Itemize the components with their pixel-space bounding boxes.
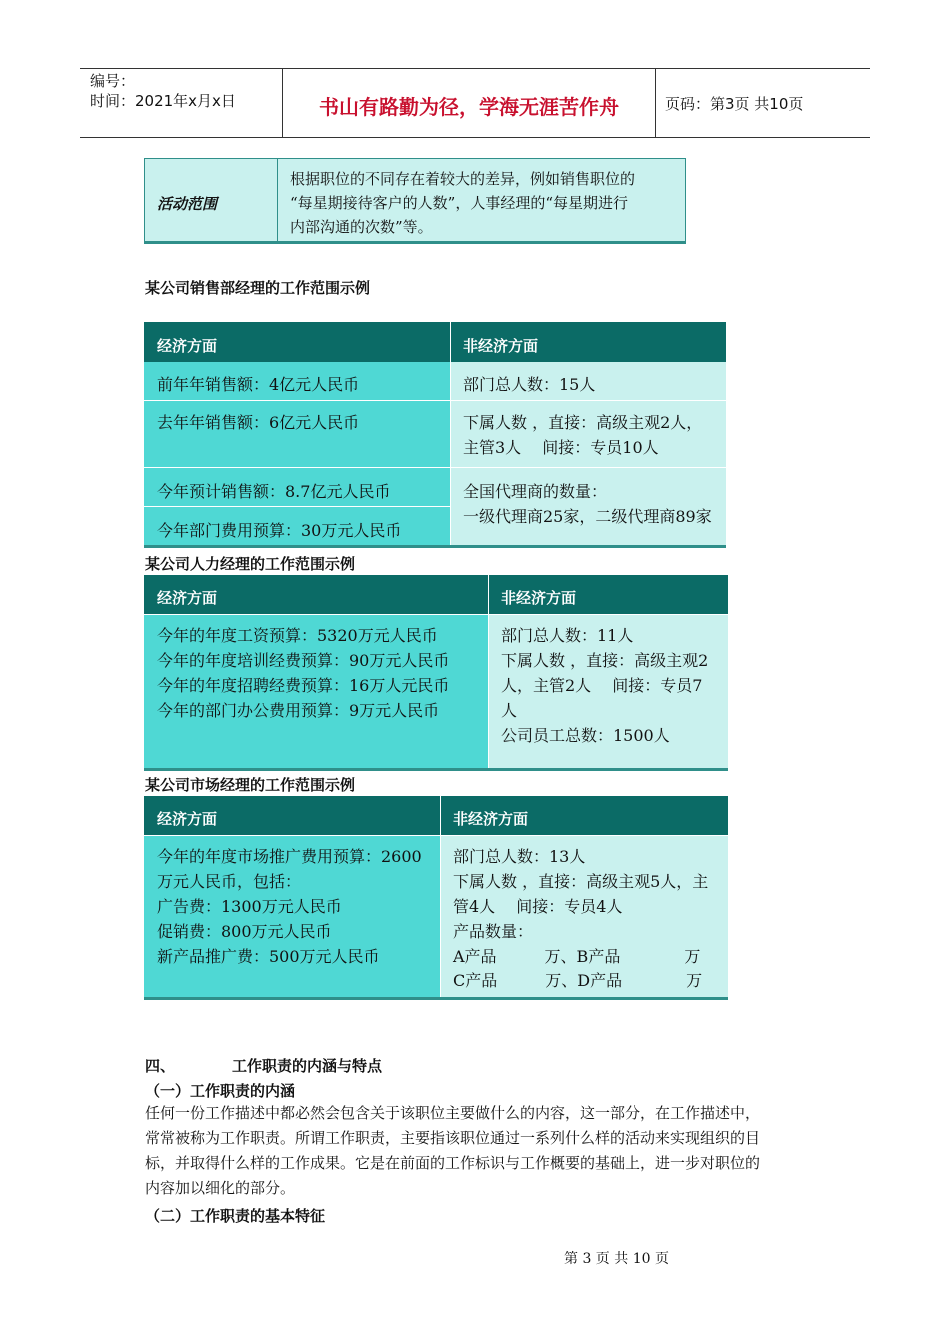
market-econ-cell: 今年的年度市场推广费用预算：2600 万元人民币，包括： 广告费：1300万元人民币 促销费：800万元人民币 新产品推广费：500万元人民币	[144, 836, 440, 997]
hr-econ-cell: 今年的年度工资预算：5320万元人民币 今年的年度培训经费预算：90万元人民币 今年的年度招聘经费预算：16万人元民币 今年的部门办公费用预算：9万元人民币	[144, 615, 488, 768]
activity-scope-label: 活动范围	[145, 159, 278, 243]
sales-header-econ: 经济方面	[144, 322, 450, 362]
sales-non-cell: 下属人数 ，直接：高级主观2人， 主管3人 间接：专员10人	[451, 401, 726, 467]
market-non-cell: 部门总人数：13人 下属人数 ，直接：高级主观5人，主 管4人 间接：专员4人 产品数量： A产品 万、B产品 万 C产品 万、D产品 万	[441, 836, 728, 997]
sales-econ-cell: 去年年销售额：6亿元人民币	[144, 401, 450, 467]
market-header-econ: 经济方面	[144, 796, 440, 835]
activity-scope-text: 根据职位的不同存在着较大的差异，例如销售职位的 “每星期接待客户的人数”，人事经理的“每星期进行 内部沟通的次数”等。	[290, 170, 636, 236]
page-footer: 第 3 页 共 10 页	[564, 1251, 669, 1267]
header-motto: 书山有路勤为径，学海无涯苦作舟	[319, 95, 619, 119]
sales-non-cell: 部门总人数：15人	[451, 362, 726, 400]
hr-table-caption: 某公司人力经理的工作范围示例	[145, 555, 356, 573]
page-header	[80, 68, 870, 138]
hr-non-cell: 部门总人数：11人 下属人数 ，直接：高级主观2 人，主管2人 间接：专员7 人 公司员工总数：1500人	[489, 615, 728, 768]
market-table-caption: 某公司市场经理的工作范围示例	[145, 776, 356, 794]
header-motto-cell	[282, 69, 656, 137]
sales-table-caption: 某公司销售部经理的工作范围示例	[145, 279, 371, 297]
header-number: 编号：	[90, 72, 136, 90]
header-page-number: 页码：第3页 共10页	[665, 95, 804, 113]
header-time: 时间：2021年x月x日	[90, 92, 236, 110]
section-title: 工作职责的内涵与特点	[232, 1057, 383, 1075]
activity-scope-box	[144, 158, 686, 244]
sales-econ-cell: 今年部门费用预算：30万元人民币	[144, 507, 450, 545]
section-paragraph: 任何一份工作描述中都必然会包含关于该职位主要做什么的内容，这一部分，在工作描述中， 常常被称为工作职责。所谓工作职责，主要指该职位通过一系列什么样的活动来实现组织的目 标，并取得什么样的工作成果。它是在前面的工作标识与工作概要的基础上，进一步对职位的 内容加以细化的部分。	[145, 1104, 761, 1197]
sales-table	[144, 322, 726, 548]
market-table	[144, 796, 728, 1000]
sales-econ-cell: 今年预计销售额：8.7亿元人民币	[144, 468, 450, 506]
market-table-bottom-border	[144, 997, 728, 1000]
subsection-title-1: （一）工作职责的内涵	[145, 1082, 296, 1100]
section-number: 四、	[145, 1057, 176, 1075]
hr-table	[144, 575, 728, 771]
sales-non-cell: 全国代理商的数量： 一级代理商25家，二级代理商89家	[451, 468, 726, 545]
header-info-cell	[80, 69, 282, 137]
hr-table-bottom-border	[144, 768, 728, 771]
header-page-cell	[655, 69, 870, 137]
sales-table-bottom-border	[144, 545, 726, 548]
hr-header-econ: 经济方面	[144, 575, 488, 614]
hr-header-non: 非经济方面	[489, 575, 728, 614]
sales-econ-cell: 前年年销售额：4亿元人民币	[144, 362, 450, 400]
subsection-title-2: （二）工作职责的基本特征	[145, 1207, 326, 1225]
market-header-non: 非经济方面	[441, 796, 728, 835]
sales-header-non: 非经济方面	[451, 322, 726, 362]
